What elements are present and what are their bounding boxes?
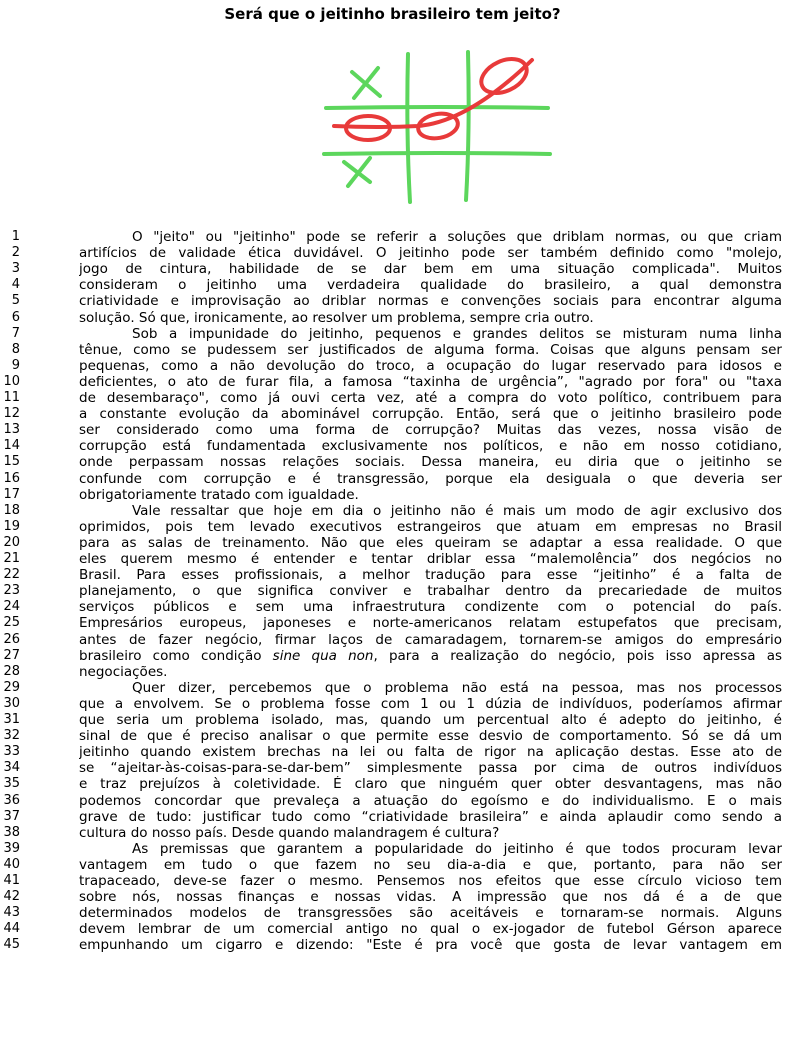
text-line [0,632,785,648]
line-number: 26 [3,631,20,647]
text-line [0,229,785,245]
line-number: 22 [3,567,20,583]
line-text: Sob a impunidade do jeitinho, pequenos e grandes delitos se misturam numa linha [132,325,782,342]
line-text: jogo de cintura, habilidade de se dar bem em uma situação complicada". Muitos [79,261,782,278]
line-number: 17 [3,486,20,502]
line-number: 28 [3,663,20,679]
line-number: 25 [3,615,20,631]
line-text: Vale ressaltar que hoje em dia o jeitinho não é mais um modo de agir exclusivo dos [132,502,782,519]
line-text: negociações. [79,663,168,680]
text-line [0,422,785,438]
line-number: 16 [3,470,20,486]
text-line [0,760,785,776]
text-line [0,503,785,519]
line-number: 41 [3,873,20,888]
line-text: oprimidos, pois tem levado executivos estrangeiros que atuam em empresas no Brasil [79,518,782,535]
line-number: 12 [3,406,20,422]
line-text: jeitinho quando existem brechas na lei ou falta de rigor na aplicação destas. Esse ato de [79,744,782,761]
text-line [0,293,785,309]
text-line [0,615,785,631]
text-line [0,567,785,583]
text-line [0,358,785,374]
line-number: 29 [3,679,20,695]
grid-line-horizontal-bottom [324,153,550,154]
line-number: 38 [3,824,20,840]
text-line [0,889,785,905]
line-text: a constante evolução da abominável corrupção. Então, será que o jeitinho brasileiro pode [79,406,782,423]
text-line [0,454,785,470]
line-number: 40 [3,856,20,872]
line-text: de desembaraço", como já ouvi certa vez, até a compra do voto político, contribuem para [79,390,782,406]
line-number: 20 [3,534,20,550]
line-number: 3 [11,261,20,277]
line-number: 30 [3,695,20,711]
text-line [0,342,785,358]
line-number: 44 [3,921,20,937]
line-text: onde perpassam nossas relações sociais. Dessa maneira, eu diria que o jeitinho se [79,454,782,471]
tic-tac-toe-illustration [318,50,554,206]
line-number: 31 [3,712,20,727]
line-number: 7 [11,325,20,341]
line-text: confunde com corrupção e é transgressão, porque ela desiguala o que deveria ser [79,470,782,487]
text-line [0,728,785,744]
text-line [0,680,785,696]
line-text: obrigatoriamente tratado com igualdade. [79,486,359,503]
line-number: 21 [3,551,20,566]
line-text: podemos concordar que prevaleça a atuação do egoísmo e do individualismo. E o mais [79,792,782,809]
line-number: 2 [11,245,20,261]
text-line [0,841,785,857]
line-number: 42 [3,889,20,905]
line-text: brasileiro como condição sine qua non, para a realização do negócio, pois isso apressa as [79,647,782,664]
text-line [0,535,785,551]
line-text: tênue, como se pudessem ser justificados de alguma forma. Coisas que alguns pensam ser [79,341,782,358]
line-text: e traz prejuízos à coletividade. É claro que ninguém quer obter desvantagens, mas não [79,776,782,793]
text-line [0,471,785,487]
line-text: planejamento, o que significa conviver e trabalhar dentro da precariedade de muitos [79,583,782,600]
line-number: 8 [11,341,20,357]
line-text: serviços públicos e sem uma infraestrutura condizente com o potencial do país. [79,599,782,616]
line-number: 10 [3,373,20,389]
line-number: 19 [3,518,20,534]
line-text: que seria um problema isolado, mas, quando um percentual alto é adepto do jeitinho, é [79,712,782,728]
line-text: O "jeito" ou "jeitinho" pode se referir a soluções que driblam normas, ou que criam [132,229,782,245]
line-text: trapaceado, deve-se fazer o mesmo. Pensemos nos efeitos que esse círculo vicioso tem [79,873,782,889]
grid-line-horizontal-top [326,107,548,108]
text-line [0,374,785,390]
text-line [0,406,785,422]
text-line [0,873,785,889]
line-text: antes de fazer negócio, firmar laços de camaradagem, tornarem-se amigos do empresário [79,631,782,648]
text-line [0,551,785,567]
line-number: 15 [3,454,20,470]
line-text: consideram o jeitinho uma verdadeira qualidade do brasileiro, a qual demonstra [79,277,782,294]
line-number: 14 [3,438,20,454]
line-text: empunhando um cigarro e dizendo: "Este é pra você que gosta de levar vantagem em [79,937,782,954]
text-line [0,245,785,261]
line-number: 33 [3,744,20,760]
line-text: Quer dizer, percebemos que o problema não está na pessoa, mas nos processos [132,679,782,696]
text-line [0,937,785,953]
line-text: para as salas de treinamento. Não que eles queiram se adaptar a essa realidade. O que [79,534,782,551]
text-line [0,825,785,841]
line-text: corrupção está fundamentada exclusivamente nos políticos, e não em nosso cotidiano, [79,438,782,455]
line-number: 35 [3,776,20,792]
text-line [0,696,785,712]
line-text: deficientes, o ato de furar fila, a famosa “taxinha de urgência”, "agrado por fora" ou "taxa [79,373,782,390]
text-line [0,793,785,809]
line-text: sobre nós, nossas finanças e nossas vidas. A impressão que nos dá é a de que [79,889,782,906]
line-text: ser considerado como uma forma de corrupção? Muitas das vezes, nossa visão de [79,422,782,439]
line-text: se “ajeitar-às-coisas-para-se-dar-bem” simplesmente passa por cima de outros indivíduos [79,760,782,777]
text-line [0,438,785,454]
text-line [0,583,785,599]
line-number: 39 [3,840,20,856]
line-number: 23 [3,583,20,599]
line-text: devem lembrar de um comercial antigo no qual o ex-jogador de futebol Gérson aparece [79,921,782,938]
line-text: que a envolvem. Se o problema fosse com 1 ou 1 dúzia de indivíduos, poderíamos afirmar [79,695,782,712]
text-line [0,310,785,326]
text-line [0,776,785,792]
line-number: 9 [11,357,20,373]
line-number: 24 [3,599,20,615]
line-text: vantagem em tudo o que fazem no seu dia-a-dia e que, portanto, para não ser [79,856,782,873]
line-number: 34 [3,760,20,776]
text-line [0,326,785,342]
text-line [0,712,785,728]
line-text: As premissas que garantem a popularidade do jeitinho é que todos procuram levar [132,840,782,857]
text-line [0,744,785,760]
line-number: 11 [3,390,20,405]
line-text: pequenas, como a não devolução do troco, a ocupação do lugar reservado para idosos e [79,357,782,374]
line-number: 1 [11,229,20,244]
line-text: Brasil. Para esses profissionais, a melhor tradução para esse “jeitinho” é a falta de [79,567,782,584]
line-number: 27 [3,647,20,663]
line-number: 37 [3,808,20,824]
line-text: determinados modelos de transgressões são aceitáveis e tornaram-se normais. Alguns [79,905,782,922]
line-number: 18 [3,502,20,518]
document-title: Será que o jeitinho brasileiro tem jeito? [224,5,561,23]
line-number: 6 [11,309,20,325]
grid-line-vertical-right [466,52,469,200]
line-text: Empresários europeus, japoneses e norte-americanos relatam estupefatos que precisam, [79,615,782,632]
line-text: sinal de que é preciso analisar o que permite esse desvio de comportamento. Só se dá um [79,728,782,745]
o-mark-top-right [476,52,532,99]
line-text: eles querem mesmo é entender e tentar driblar essa “malemolência” dos negócios no [79,551,782,567]
text-line [0,857,785,873]
text-line [0,921,785,937]
x-mark-bottom-left [344,158,370,186]
text-line [0,390,785,406]
line-text: artifícios de validade ética duvidável. O jeitinho pode ser também definido como "molejo, [79,245,782,262]
text-line [0,261,785,277]
line-number: 13 [3,422,20,438]
line-number: 5 [11,293,20,309]
line-text: grave de tudo: justificar tudo como “criatividade brasileira” e ainda aplaudir como sendo a [79,808,782,825]
text-line [0,664,785,680]
x-mark-top-left [352,68,380,98]
text-line [0,487,785,503]
line-number: 32 [3,728,20,744]
line-number: 4 [11,277,20,293]
text-line [0,599,785,615]
text-line [0,809,785,825]
line-text: solução. Só que, ironicamente, ao resolver um problema, sempre cria outro. [79,309,594,326]
text-line [0,905,785,921]
text-line [0,519,785,535]
line-number: 45 [3,937,20,953]
line-number: 36 [3,792,20,808]
text-line [0,277,785,293]
line-text: criatividade e improvisação ao driblar normas e convenções sociais para encontrar alguma [79,293,782,310]
line-text: cultura do nosso país. Desde quando malandragem é cultura? [79,824,500,841]
text-line [0,648,785,664]
line-number: 43 [3,905,20,921]
